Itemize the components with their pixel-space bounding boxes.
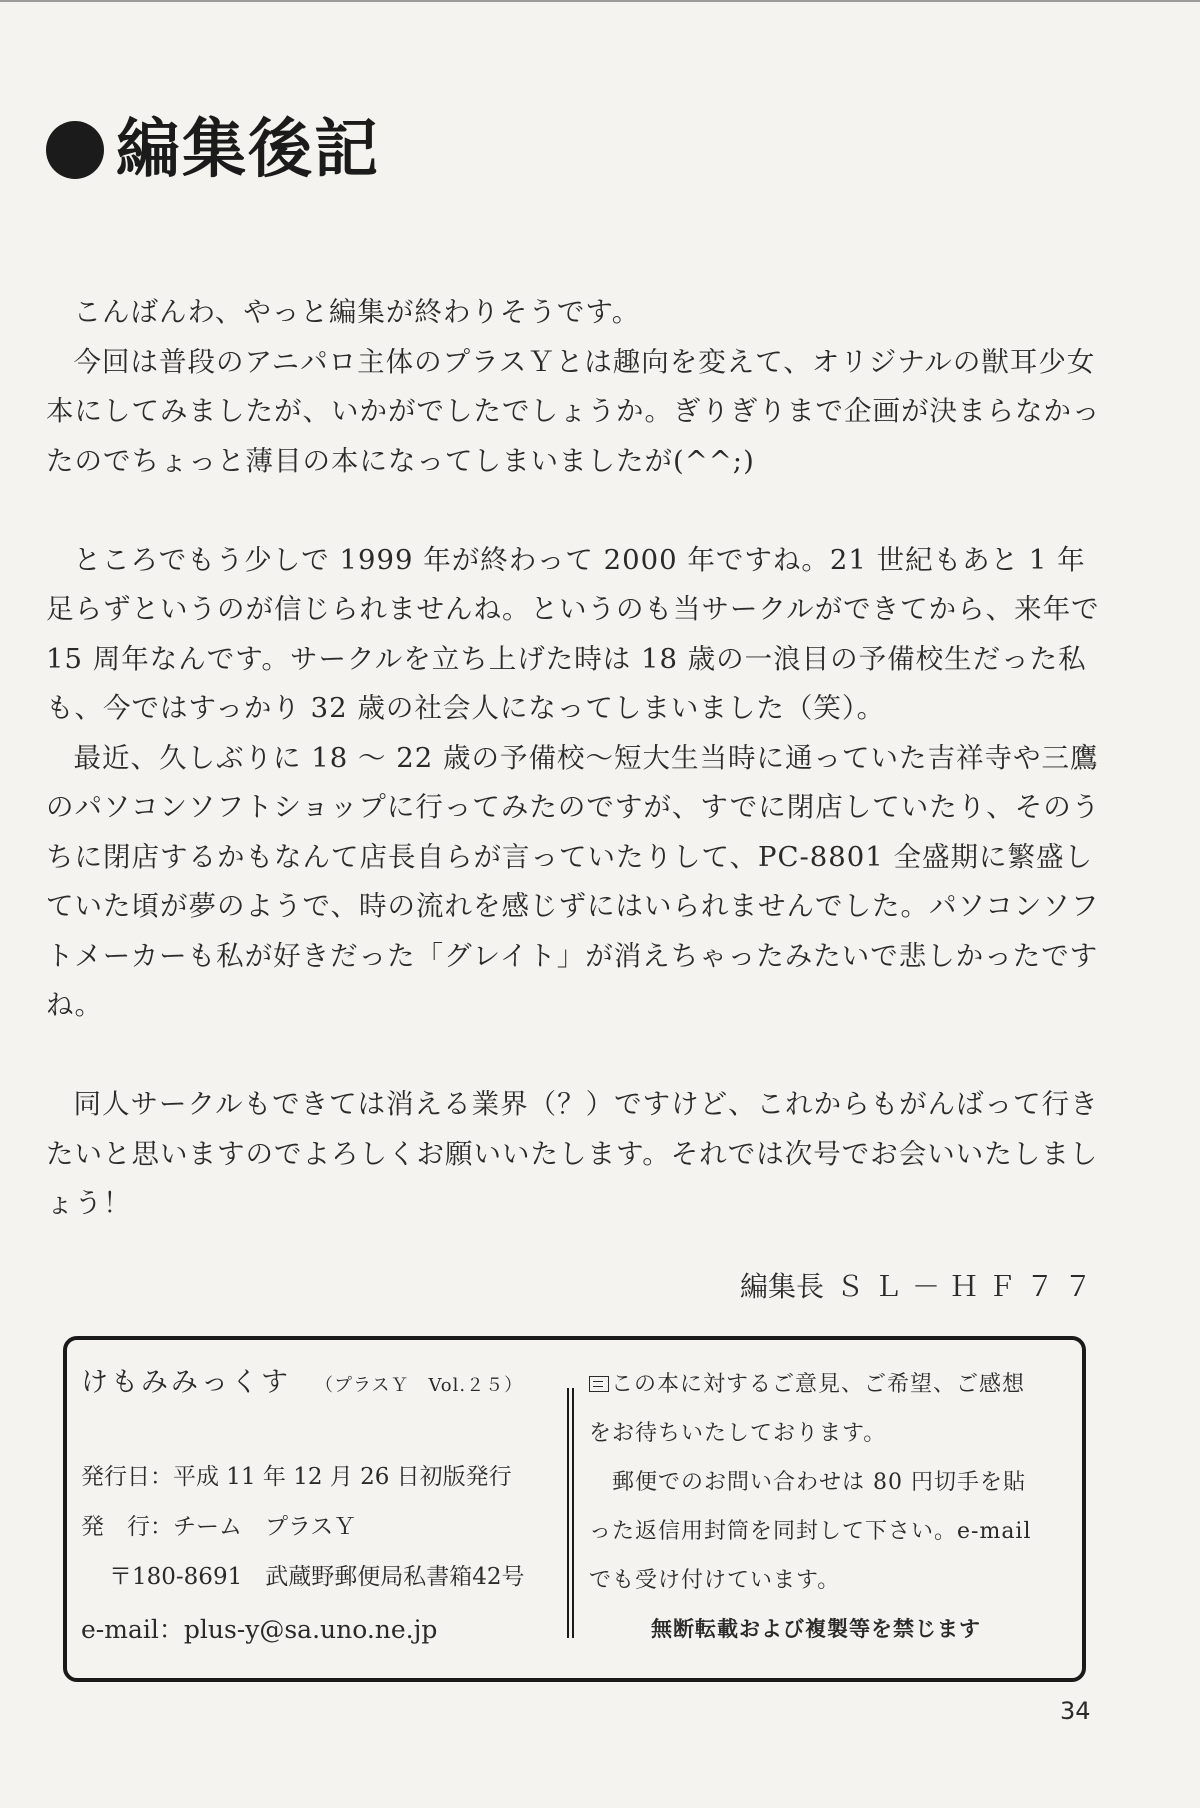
editor-signature <box>740 1265 1102 1305</box>
message-line: をお待ちいたしております。 <box>589 1421 887 1446</box>
paragraph-anniversary: ところでもう少しで 1999 年が終わって 2000 年ですね。21 世紀もあと 1 年足らずというのが信じられませんね。というのも当サークルができてから、来年で 15 周年なんです。サークルを立ち上げた時は 18 歳の一浪目の予備校生だった私も、今ではすっかり 32 歳の社会人になってしまいました（笑）。 <box>46 543 1100 724</box>
colophon-feedback-info <box>589 1360 1079 1654</box>
message-line-text: この本に対するご意見、ご希望、ご感想 <box>611 1372 1026 1397</box>
message-line: った返信用封筒を同封して下さい。e-mail <box>589 1519 1032 1544</box>
book-title: けもみみっくす <box>81 1367 291 1398</box>
postal-address: 〒180-8691 武蔵野郵便局私書箱42号 <box>109 1564 525 1590</box>
issue-date: 発行日：平成 11 年 12 月 26 日初版発行 <box>81 1464 512 1490</box>
paragraph-this-issue: 今回は普段のアニパロ主体のプラスＹとは趣向を変えて、オリジナルの獣耳少女本にしてみましたが、いかがでしたでしょうか。ぎりぎりまで企画が決まらなかったのでちょっと薄目の本になってしまいましたが(^^;) <box>46 345 1101 477</box>
paragraph-gap <box>46 486 1102 536</box>
colophon-box <box>63 1336 1086 1682</box>
page-number: 34 <box>1060 1697 1091 1725</box>
page-title: 編集後記 <box>116 113 380 187</box>
colophon-title-row <box>81 1360 523 1399</box>
mail-icon <box>589 1376 609 1392</box>
colophon-divider <box>567 1388 574 1638</box>
paragraph-greeting: こんばんわ、やっと編集が終わりそうです。 <box>73 296 641 328</box>
paragraph-gap <box>46 1031 1102 1081</box>
message-line: 郵便でのお問い合わせは 80 円切手を貼 <box>589 1470 1026 1495</box>
paragraph-closing: 同人サークルもできては消える業界（？）ですけど、これからもがんばって行きたいと思いますのでよろしくお願いいたします。それでは次号でお会いいたしましょう！ <box>46 1088 1099 1219</box>
message-line <box>589 1360 1079 1409</box>
signature-role: 編集長 <box>740 1270 825 1303</box>
top-rule <box>0 0 1200 2</box>
afterword-body <box>46 288 1102 1229</box>
book-subtitle: （プラスＹ Vol.２５） <box>315 1375 524 1396</box>
signature-name: ＳＬ－ＨＦ７７ <box>835 1270 1102 1303</box>
copyright-notice: 無断転載および複製等を禁じます <box>651 1617 981 1641</box>
message-line: でも受け付けています。 <box>589 1568 841 1593</box>
page-heading <box>46 108 380 192</box>
paragraph-recent-visit: 最近、久しぶりに 18 〜 22 歳の予備校〜短大生当時に通っていた吉祥寺や三鷹のパソコンソフトショップに行ってみたのですが、すでに閉店していたり、そのうちに閉店するかもなんて店長自らが言っていたりして、PC-8801 全盛期に繁盛していた頃が夢のようで、時の流れを感じずにはいられませんでした。パソコンソフトメーカーも私が好きだった「グレイト」が消えちゃったみたいで悲しかったですね。 <box>46 741 1101 1021</box>
bullet-dot-icon <box>46 121 104 179</box>
publisher: 発 行：チーム プラスＹ <box>81 1514 357 1540</box>
contact-email: e-mail：plus-y@sa.uno.ne.jp <box>81 1615 438 1644</box>
